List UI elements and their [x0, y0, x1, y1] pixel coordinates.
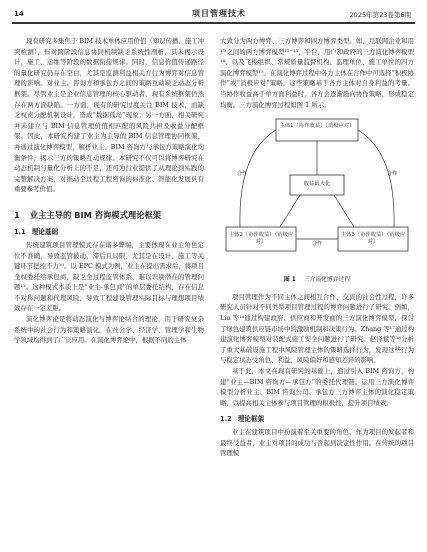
figure-1 — [220, 113, 414, 273]
intro-paragraph: 现有研究多集焦于 BIM 技术单体应用价值（知识传播、施工冲突检测），但对跨阶段信息协同机制缺乏系统性剖析，其未揭示设计、施工、运维等阶段的数据衔接规律。同时，信息价值传递路径的量化研究仍存在空白，尤其是监测利益相关方行为博弈对信息管理的影响。对业主、咨询方和承包方之间的策略互动缺乏动态分析框架。尽管业主是企业信息管理的核心驱动者，现有系统框架仍然存在两方面缺陷。一方面，现有的研究过度关注 BIM 技术，而缺乏权责分配机制设计，造成“数据孤岛”现象；另一方面，相关研究并未建立与 BIM 信息管理价值相匹配的风险共担及收益分配框架。因此，本研究构建了业主为主导的 BIM 信息管理协同框架，并通过演化博弈模型，解析业主、BIM 咨询方与承包方策略演化均衡条件，揭示三方的策略互动规律。本研究不仅可以将博弈研究在动态机制与量化分析上的不足，还可为行业提供了从理论到实践的完整解决方案，对推动全过程工程咨询的标准化、智能化发展具有重要参考价值。 — [14, 37, 204, 194]
figure-caption — [220, 275, 414, 286]
section-title: 业主主导的 BIM 咨询模式理论框架 — [29, 209, 162, 220]
node-right-label: 主体3（协作收益）（消极应对） — [340, 232, 406, 246]
edge-cooperation-label: 合作 — [311, 241, 323, 248]
subsection-number: 1.2 — [220, 415, 232, 424]
figure-number: 图 1 — [283, 277, 296, 284]
page-number: 14 — [14, 10, 24, 18]
edge-left-center — [280, 195, 300, 227]
section-number: 1 — [14, 209, 20, 220]
subsection-1-1-heading — [14, 227, 204, 237]
subsection-title: 理论框架 — [237, 415, 265, 424]
related-work-paragraph: 项目管理作为不同主体之间相互合作、交流的社会性过程，许多研究人员针对不同类型项目管理过程的博弈问题进行了研究。例如，Liu 等¹⁶通过构建政府、供应商和开发商的三方演化博弈模型，探讨了绿色建筑供应链市场中的激励机制和决策行为。Zhang 等¹⁷通过构建演化博弈模型对装配式施工安全问题进行了研究。赵泽斌等¹⁸分析了重大基础设施工程中风险管理主体的策略选择行为，发现这些行为与稳定状态受角色、利益、风险偏好和感知差异的影响。 — [220, 292, 414, 365]
issue-info: 2025年第23卷第6期 — [349, 11, 411, 19]
figure-caption-text: 三方演化博弈过程 — [303, 277, 351, 284]
header-rule — [12, 22, 415, 24]
left-column — [14, 36, 204, 346]
node-top-label: 主体1（协作收益）（消极应对） — [279, 123, 355, 130]
theory-paragraph-2: 演化博弈论是将动态演化与博弈论结合的理论，用于研究复杂系统中的社会行为和策略演化。在社会学、经济学、管理学和生物学领域均得到了广泛应用。在演化博弈论中，根据不同的主体 — [14, 315, 204, 345]
node-center-label: 收益最大化 — [303, 181, 331, 188]
theory-paragraph: 传统建筑项目管理模式存在诸多弊端，主要体现在业主角色定位不准确，导致监管被动，滞后且局限，尤其是在设计、施工等关键环节把控不力¹⁰。以 EPC 模式为例，业主在提出需求后，将项目全权委托给承包商，缺乏全过程监管体系，难以识别潜在的管理问题¹¹。这种模式本质上是“业主-承包商”的单层委托结构，存在信息不对称问题和代理风险，导致工程建设管理实际目标与理想项目绩效存在一定差距。 — [14, 240, 204, 313]
edge-left-top — [240, 130, 276, 227]
subsection-title: 理论基础 — [31, 227, 59, 236]
game-process-diagram — [220, 113, 414, 273]
section-1-heading — [14, 209, 204, 221]
page-header — [0, 0, 427, 28]
edge-left-top-label: 合作 — [236, 171, 248, 178]
framework-paragraph: 业主在建筑项目中扮演着至关重要的角色，作为项目的发起者和最终受益者，业主对项目的成功与否起到决定性作用。在传统的项目管理模 — [220, 428, 414, 458]
edge-right-center — [334, 195, 354, 227]
edge-right-top — [358, 130, 394, 227]
approach-paragraph: 基于此，本文在现有研究的基础上，通过引入 BIM 咨询方，构建“业主—BIM 咨询方—承包方”的委托代理链。运用三方演化博弈模型分析业主、BIM 咨询公司、承包方三方博弈主体的演化稳定策略，以提高相关主体参与项目管理的积极性，提升项目绩效。 — [220, 366, 414, 407]
game-types-paragraph: 大致分为两方博弈、三方博弈和四方博弈类型。如，互联网企业和用户之间的两方博弈模型¹²⁻¹³，平台、用户和政府的三方演化博弈模型¹⁴，以及飞梭组织、常规质量监督机构、监理单位、施工单位的四方演化博弈模型¹⁵。在演化博弈过程中各方主体在合作中可选择“积极协作”或“消极应对”策略，这些策略基于各方主体对自身利益的考量。当协作收益高于单方面利益时，各方会逐渐趋向协作策略，形成稳定均衡。三方演化博弈过程如图 1 所示。 — [220, 37, 414, 109]
subsection-number: 1.1 — [14, 227, 26, 236]
right-column — [220, 36, 414, 459]
subsection-1-2-heading — [220, 414, 414, 424]
journal-title: 项目管理技术 — [192, 9, 246, 18]
node-left-label: 主体2（协作收益）（消极应对） — [228, 232, 294, 246]
edge-right-top-label: 合作 — [386, 171, 398, 178]
